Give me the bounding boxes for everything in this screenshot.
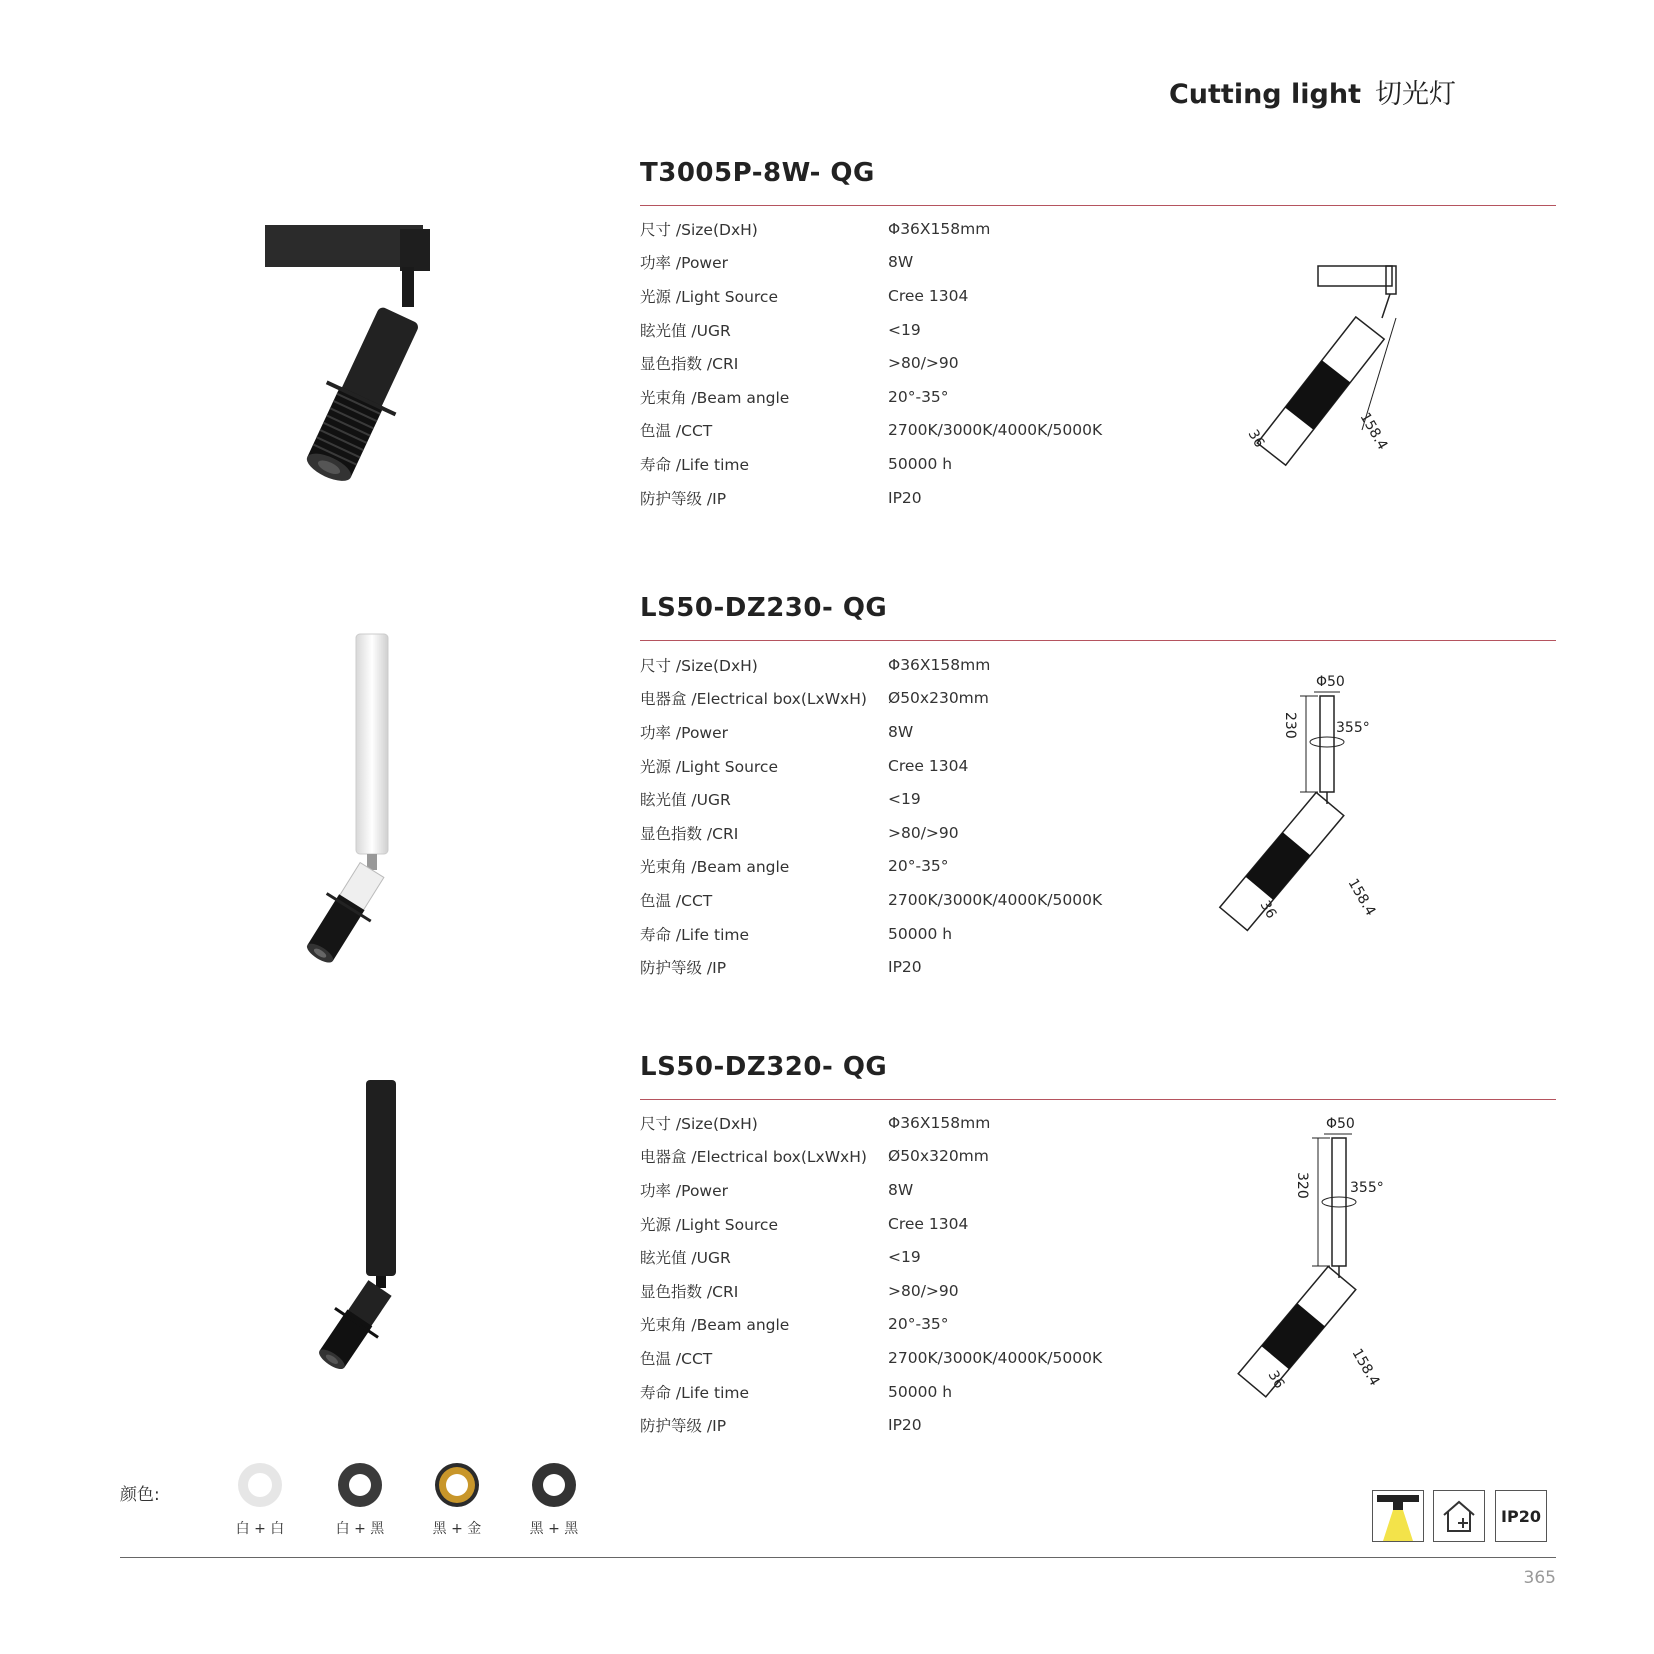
spec-value: Ø50x230mm xyxy=(888,689,989,708)
spec-row xyxy=(640,246,1102,280)
spec-row xyxy=(640,816,1102,850)
spec-value: 50000 h xyxy=(888,1382,953,1401)
spec-list xyxy=(640,1106,1102,1442)
swatch-label: 黑 + 金 xyxy=(432,1521,482,1537)
color-ring-icon xyxy=(335,1460,385,1510)
spec-key: 色温 /CCT xyxy=(640,891,713,910)
spec-value: 20°-35° xyxy=(888,857,949,876)
dim-length: 158.4 xyxy=(1348,1346,1383,1389)
spec-key: 眩光值 /UGR xyxy=(640,1249,731,1268)
spec-value: Φ36X158mm xyxy=(888,655,991,674)
track-light-icon xyxy=(1372,1490,1424,1542)
spec-row xyxy=(640,883,1102,917)
header-title-en: Cutting light xyxy=(1168,79,1361,110)
spec-key: 光源 /Light Source xyxy=(640,1215,778,1234)
spec-key: 眩光值 /UGR xyxy=(640,321,731,340)
product-model: LS50-DZ320- QG xyxy=(640,1052,888,1082)
dim-diameter: 36 xyxy=(1264,1368,1288,1392)
spec-key: 功率 /Power xyxy=(640,254,729,273)
dim-rotation: 355° xyxy=(1336,720,1370,736)
spec-value: IP20 xyxy=(888,1416,922,1435)
spec-row xyxy=(640,1140,1102,1174)
color-swatch-black-gold xyxy=(407,1460,507,1538)
spec-value: <19 xyxy=(888,320,921,339)
spec-value: Cree 1304 xyxy=(888,1214,969,1233)
color-swatch-black-black xyxy=(504,1460,604,1538)
spec-row xyxy=(640,212,1102,246)
dim-box-diameter: Φ50 xyxy=(1326,1116,1355,1132)
spec-row xyxy=(640,917,1102,951)
spec-value: IP20 xyxy=(888,958,922,977)
spec-row xyxy=(640,1341,1102,1375)
spec-key: 光束角 /Beam angle xyxy=(640,1316,790,1335)
spec-key: 光源 /Light Source xyxy=(640,287,778,306)
spec-value: IP20 xyxy=(888,488,922,507)
spec-row xyxy=(640,715,1102,749)
spec-row xyxy=(640,682,1102,716)
spec-value: 8W xyxy=(888,722,914,741)
spec-value: Cree 1304 xyxy=(888,286,969,305)
spec-value: 2700K/3000K/4000K/5000K xyxy=(888,890,1103,909)
swatch-label: 黑 + 黑 xyxy=(529,1521,579,1537)
section-rule xyxy=(640,640,1556,641)
spec-row xyxy=(640,346,1102,380)
spec-value: 2700K/3000K/4000K/5000K xyxy=(888,421,1103,440)
spec-value: Cree 1304 xyxy=(888,756,969,775)
spec-row xyxy=(640,950,1102,984)
dimension-drawing xyxy=(1244,258,1500,458)
spec-key: 色温 /CCT xyxy=(640,422,713,441)
spec-key: 防护等级 /IP xyxy=(640,489,727,508)
spec-row xyxy=(640,1408,1102,1442)
spec-value: >80/>90 xyxy=(888,823,959,842)
spec-row xyxy=(640,648,1102,682)
spec-row xyxy=(640,481,1102,515)
spec-row xyxy=(640,414,1102,448)
spec-row xyxy=(640,279,1102,313)
product-photo-white-pendant xyxy=(300,630,420,960)
spec-key: 功率 /Power xyxy=(640,723,729,742)
spec-key: 寿命 /Life time xyxy=(640,925,750,944)
spec-key: 显色指数 /CRI xyxy=(640,355,739,374)
spec-row xyxy=(640,850,1102,884)
spec-value: 8W xyxy=(888,253,914,272)
spec-key: 防护等级 /IP xyxy=(640,959,727,978)
page-header xyxy=(1169,72,1456,111)
section-rule xyxy=(640,205,1556,206)
product-model: T3005P-8W- QG xyxy=(640,158,875,188)
spec-row xyxy=(640,380,1102,414)
spec-list xyxy=(640,648,1102,984)
spec-key: 光束角 /Beam angle xyxy=(640,858,790,877)
product-photo-track-spotlight xyxy=(250,215,470,475)
spec-row xyxy=(640,1308,1102,1342)
spec-key: 寿命 /Life time xyxy=(640,455,750,474)
footer-rule xyxy=(120,1557,1556,1558)
spec-row xyxy=(640,313,1102,347)
page-number: 365 xyxy=(1523,1568,1556,1588)
spec-value: 50000 h xyxy=(888,454,953,473)
spec-value: Φ36X158mm xyxy=(888,219,991,238)
spec-key: 电器盒 /Electrical box(LxWxH) xyxy=(640,690,867,709)
spec-value: <19 xyxy=(888,790,921,809)
spec-row xyxy=(640,447,1102,481)
spec-key: 尺寸 /Size(DxH) xyxy=(640,656,758,675)
spec-value: Φ36X158mm xyxy=(888,1113,991,1132)
header-title-cn: 切光灯 xyxy=(1375,79,1456,110)
color-swatch-white-white xyxy=(210,1460,310,1538)
spec-value: Ø50x320mm xyxy=(888,1147,989,1166)
spec-key: 显色指数 /CRI xyxy=(640,1282,739,1301)
spec-key: 光源 /Light Source xyxy=(640,757,778,776)
spec-row xyxy=(640,1173,1102,1207)
dim-diameter: 36 xyxy=(1244,427,1268,451)
spec-key: 光束角 /Beam angle xyxy=(640,388,790,407)
swatch-label: 白 + 黑 xyxy=(335,1521,385,1537)
spec-key: 防护等级 /IP xyxy=(640,1417,727,1436)
spec-value: >80/>90 xyxy=(888,1281,959,1300)
color-ring-icon xyxy=(432,1460,482,1510)
spec-value: 20°-35° xyxy=(888,387,949,406)
dim-box-height: 230 xyxy=(1282,712,1298,739)
dim-length: 158.4 xyxy=(1356,410,1391,453)
ip20-badge: IP20 xyxy=(1495,1490,1547,1542)
spec-value: 8W xyxy=(888,1180,914,1199)
dim-length: 158.4 xyxy=(1344,876,1379,919)
spec-key: 色温 /CCT xyxy=(640,1349,713,1368)
color-options xyxy=(120,1460,1560,1550)
spec-row xyxy=(640,1207,1102,1241)
dim-diameter: 36 xyxy=(1256,898,1280,922)
dim-box-height: 320 xyxy=(1294,1172,1310,1199)
color-swatch-white-black xyxy=(310,1460,410,1538)
spec-key: 尺寸 /Size(DxH) xyxy=(640,220,758,239)
swatch-label: 白 + 白 xyxy=(235,1521,285,1537)
color-ring-icon xyxy=(235,1460,285,1510)
spec-key: 电器盒 /Electrical box(LxWxH) xyxy=(640,1148,867,1167)
dimension-drawing xyxy=(1264,1112,1510,1412)
spec-row xyxy=(640,782,1102,816)
spec-value: <19 xyxy=(888,1248,921,1267)
spec-value: >80/>90 xyxy=(888,354,959,373)
spec-row xyxy=(640,749,1102,783)
spec-value: 50000 h xyxy=(888,924,953,943)
spec-key: 眩光值 /UGR xyxy=(640,791,731,810)
spec-value: 20°-35° xyxy=(888,1315,949,1334)
color-ring-icon xyxy=(529,1460,579,1510)
spec-row xyxy=(640,1240,1102,1274)
spec-list xyxy=(640,212,1102,514)
product-model: LS50-DZ230- QG xyxy=(640,593,888,623)
colors-label: 颜色: xyxy=(120,1485,160,1505)
spec-row xyxy=(640,1375,1102,1409)
spec-key: 功率 /Power xyxy=(640,1181,729,1200)
spec-key: 显色指数 /CRI xyxy=(640,824,739,843)
spec-row xyxy=(640,1274,1102,1308)
spec-key: 寿命 /Life time xyxy=(640,1383,750,1402)
product-photo-black-pendant xyxy=(310,1078,430,1378)
section-rule xyxy=(640,1099,1556,1100)
dim-box-diameter: Φ50 xyxy=(1316,674,1345,690)
dimension-drawing xyxy=(1256,672,1490,952)
spec-key: 尺寸 /Size(DxH) xyxy=(640,1114,758,1133)
spec-row xyxy=(640,1106,1102,1140)
indoor-use-icon xyxy=(1433,1490,1485,1542)
dim-rotation: 355° xyxy=(1350,1180,1384,1196)
spec-value: 2700K/3000K/4000K/5000K xyxy=(888,1348,1103,1367)
